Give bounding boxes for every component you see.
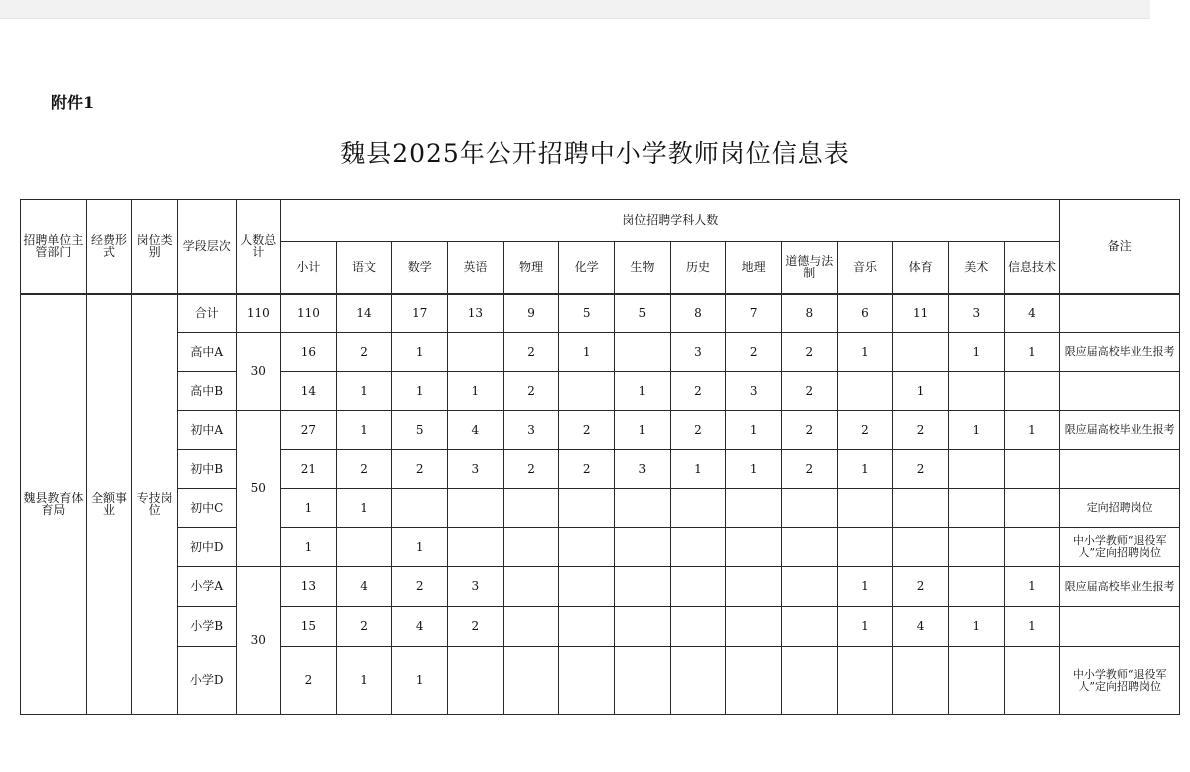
table-row bbox=[21, 607, 1180, 647]
viewer-top-bar bbox=[0, 0, 1150, 19]
subject-count-cell: 2 bbox=[837, 411, 893, 450]
remark-cell bbox=[1060, 372, 1180, 411]
subject-count-cell bbox=[948, 489, 1004, 528]
subject-count-cell bbox=[726, 647, 782, 715]
subject-count-cell: 5 bbox=[392, 411, 448, 450]
level-cell: 小学A bbox=[177, 567, 236, 607]
total-row-value: 11 bbox=[893, 294, 949, 333]
subject-count-cell: 1 bbox=[448, 372, 504, 411]
subject-count-cell: 15 bbox=[281, 607, 337, 647]
total-row-value: 110 bbox=[281, 294, 337, 333]
header-subject: 美术 bbox=[948, 242, 1004, 294]
subject-count-cell: 1 bbox=[392, 528, 448, 567]
subject-count-cell bbox=[503, 647, 559, 715]
subject-count-cell: 1 bbox=[281, 528, 337, 567]
header-post-type: 岗位类别 bbox=[132, 200, 178, 294]
header-remark: 备注 bbox=[1060, 200, 1180, 294]
subject-count-cell: 2 bbox=[392, 450, 448, 489]
level-cell: 高中A bbox=[177, 333, 236, 372]
total-row-value: 6 bbox=[837, 294, 893, 333]
remark-cell bbox=[1060, 450, 1180, 489]
table-row bbox=[21, 450, 1180, 489]
total-row-value: 3 bbox=[948, 294, 1004, 333]
subject-count-cell: 1 bbox=[670, 450, 726, 489]
post-type-cell: 专技岗位 bbox=[132, 294, 178, 715]
subject-count-cell bbox=[448, 333, 504, 372]
subject-count-cell bbox=[615, 647, 671, 715]
subject-count-cell bbox=[1004, 647, 1060, 715]
total-row-value: 17 bbox=[392, 294, 448, 333]
header-subject: 体育 bbox=[893, 242, 949, 294]
subject-count-cell bbox=[893, 333, 949, 372]
subject-count-cell: 3 bbox=[615, 450, 671, 489]
level-cell: 小学D bbox=[177, 647, 236, 715]
subject-count-cell: 3 bbox=[726, 372, 782, 411]
subject-count-cell: 1 bbox=[1004, 607, 1060, 647]
subject-count-cell: 2 bbox=[559, 411, 615, 450]
subject-count-cell bbox=[559, 489, 615, 528]
subject-count-cell: 1 bbox=[726, 450, 782, 489]
subject-count-cell: 1 bbox=[559, 333, 615, 372]
header-funding: 经费形式 bbox=[86, 200, 132, 294]
header-subject: 地理 bbox=[726, 242, 782, 294]
subject-count-cell: 13 bbox=[281, 567, 337, 607]
header-subject: 语文 bbox=[336, 242, 392, 294]
subject-count-cell: 4 bbox=[448, 411, 504, 450]
subject-count-cell: 1 bbox=[948, 333, 1004, 372]
subject-count-cell: 4 bbox=[893, 607, 949, 647]
group-total-cell: 30 bbox=[236, 567, 281, 715]
subject-count-cell: 4 bbox=[336, 567, 392, 607]
subject-count-cell bbox=[559, 528, 615, 567]
subject-count-cell bbox=[559, 647, 615, 715]
remark-cell: 中小学教师“退役军人”定向招聘岗位 bbox=[1060, 647, 1180, 715]
total-row-value: 4 bbox=[1004, 294, 1060, 333]
subject-count-cell: 1 bbox=[948, 411, 1004, 450]
attachment-label: 附件1 bbox=[51, 93, 95, 112]
subject-count-cell: 2 bbox=[670, 411, 726, 450]
subject-count-cell bbox=[893, 647, 949, 715]
subject-count-cell bbox=[670, 567, 726, 607]
subject-count-cell bbox=[336, 528, 392, 567]
subject-count-cell: 1 bbox=[726, 411, 782, 450]
group-total-cell: 30 bbox=[236, 333, 281, 411]
subject-count-cell: 2 bbox=[503, 372, 559, 411]
remark-cell: 定向招聘岗位 bbox=[1060, 489, 1180, 528]
subject-count-cell bbox=[670, 647, 726, 715]
table-row bbox=[21, 528, 1180, 567]
document-title: 魏县2025年公开招聘中小学教师岗位信息表 bbox=[340, 139, 850, 168]
header-subject: 化学 bbox=[559, 242, 615, 294]
table-row bbox=[21, 567, 1180, 607]
subject-count-cell bbox=[503, 489, 559, 528]
subject-count-cell bbox=[893, 489, 949, 528]
subject-count-cell: 2 bbox=[281, 647, 337, 715]
subject-count-cell bbox=[559, 567, 615, 607]
header-subject: 历史 bbox=[670, 242, 726, 294]
total-row-value: 5 bbox=[559, 294, 615, 333]
subject-count-cell bbox=[1004, 528, 1060, 567]
header-subject: 生物 bbox=[615, 242, 671, 294]
subject-count-cell bbox=[948, 567, 1004, 607]
level-cell: 小学B bbox=[177, 607, 236, 647]
subject-count-cell: 1 bbox=[336, 647, 392, 715]
subject-count-cell bbox=[837, 647, 893, 715]
subject-count-cell: 2 bbox=[448, 607, 504, 647]
subject-count-cell bbox=[781, 567, 837, 607]
subject-count-cell bbox=[726, 528, 782, 567]
subject-count-cell bbox=[448, 489, 504, 528]
subject-count-cell bbox=[837, 489, 893, 528]
subject-count-cell: 1 bbox=[336, 411, 392, 450]
subject-count-cell bbox=[948, 647, 1004, 715]
header-subject: 物理 bbox=[503, 242, 559, 294]
subject-count-cell: 3 bbox=[670, 333, 726, 372]
subject-count-cell: 1 bbox=[281, 489, 337, 528]
subject-count-cell: 2 bbox=[781, 372, 837, 411]
total-row-value: 5 bbox=[615, 294, 671, 333]
group-total-cell: 50 bbox=[236, 411, 281, 567]
subject-count-cell bbox=[1004, 489, 1060, 528]
subject-count-cell bbox=[392, 489, 448, 528]
total-row-value: 13 bbox=[448, 294, 504, 333]
header-total: 人数总计 bbox=[236, 200, 281, 294]
subject-count-cell: 1 bbox=[1004, 567, 1060, 607]
total-row-value: 8 bbox=[781, 294, 837, 333]
header-subject: 英语 bbox=[448, 242, 504, 294]
subject-count-cell bbox=[837, 528, 893, 567]
subject-count-cell: 1 bbox=[336, 372, 392, 411]
header-subject-group: 岗位招聘学科人数 bbox=[281, 200, 1060, 242]
subject-count-cell: 2 bbox=[336, 450, 392, 489]
subject-count-cell bbox=[893, 528, 949, 567]
subject-count-cell bbox=[781, 528, 837, 567]
subject-count-cell: 2 bbox=[781, 411, 837, 450]
remark-cell: 限应届高校毕业生报考 bbox=[1060, 411, 1180, 450]
subject-count-cell bbox=[503, 607, 559, 647]
subject-count-cell: 2 bbox=[781, 333, 837, 372]
subject-count-cell: 1 bbox=[1004, 411, 1060, 450]
subject-count-cell: 1 bbox=[837, 567, 893, 607]
subject-count-cell: 1 bbox=[392, 372, 448, 411]
subject-count-cell bbox=[503, 567, 559, 607]
header-subject: 小计 bbox=[281, 242, 337, 294]
header-dept: 招聘单位主管部门 bbox=[21, 200, 87, 294]
subject-count-cell: 1 bbox=[392, 647, 448, 715]
dept-cell: 魏县教育体育局 bbox=[21, 294, 87, 715]
subject-count-cell bbox=[781, 647, 837, 715]
level-cell: 初中A bbox=[177, 411, 236, 450]
total-row-value: 9 bbox=[503, 294, 559, 333]
subject-count-cell: 3 bbox=[503, 411, 559, 450]
level-cell: 初中B bbox=[177, 450, 236, 489]
subject-count-cell: 1 bbox=[837, 607, 893, 647]
level-cell: 初中D bbox=[177, 528, 236, 567]
subject-count-cell bbox=[726, 567, 782, 607]
subject-count-cell bbox=[615, 607, 671, 647]
remark-cell bbox=[1060, 607, 1180, 647]
subject-count-cell: 1 bbox=[336, 489, 392, 528]
subject-count-cell: 16 bbox=[281, 333, 337, 372]
total-row-label: 合计 bbox=[177, 294, 236, 333]
subject-count-cell: 2 bbox=[670, 372, 726, 411]
subject-count-cell: 1 bbox=[893, 372, 949, 411]
subject-count-cell: 2 bbox=[893, 411, 949, 450]
subject-count-cell bbox=[726, 607, 782, 647]
subject-count-cell bbox=[726, 489, 782, 528]
recruitment-table bbox=[20, 199, 1180, 715]
level-cell: 高中B bbox=[177, 372, 236, 411]
subject-count-cell: 3 bbox=[448, 567, 504, 607]
header-subject: 音乐 bbox=[837, 242, 893, 294]
subject-count-cell: 2 bbox=[336, 607, 392, 647]
total-row-value: 14 bbox=[336, 294, 392, 333]
header-level: 学段层次 bbox=[177, 200, 236, 294]
total-row-value: 8 bbox=[670, 294, 726, 333]
table-row bbox=[21, 411, 1180, 450]
header-subject: 信息技术 bbox=[1004, 242, 1060, 294]
subject-count-cell bbox=[559, 372, 615, 411]
subject-count-cell bbox=[781, 607, 837, 647]
subject-count-cell: 2 bbox=[503, 333, 559, 372]
subject-count-cell bbox=[615, 333, 671, 372]
subject-count-cell bbox=[1004, 372, 1060, 411]
subject-count-cell bbox=[503, 528, 559, 567]
subject-count-cell: 2 bbox=[781, 450, 837, 489]
subject-count-cell bbox=[559, 607, 615, 647]
subject-count-cell bbox=[448, 528, 504, 567]
remark-cell bbox=[1060, 294, 1180, 333]
subject-count-cell bbox=[948, 528, 1004, 567]
table-row bbox=[21, 333, 1180, 372]
subject-count-cell bbox=[615, 567, 671, 607]
subject-count-cell: 21 bbox=[281, 450, 337, 489]
subject-count-cell: 2 bbox=[336, 333, 392, 372]
subject-count-cell bbox=[670, 607, 726, 647]
funding-cell: 全额事业 bbox=[86, 294, 132, 715]
subject-count-cell: 1 bbox=[948, 607, 1004, 647]
remark-cell: 中小学教师“退役军人”定向招聘岗位 bbox=[1060, 528, 1180, 567]
subject-count-cell bbox=[448, 647, 504, 715]
table-row bbox=[21, 647, 1180, 715]
subject-count-cell: 1 bbox=[837, 450, 893, 489]
subject-count-cell: 14 bbox=[281, 372, 337, 411]
subject-count-cell: 2 bbox=[726, 333, 782, 372]
remark-cell: 限应届高校毕业生报考 bbox=[1060, 333, 1180, 372]
subject-count-cell: 1 bbox=[615, 372, 671, 411]
table-row bbox=[21, 489, 1180, 528]
subject-count-cell: 2 bbox=[392, 567, 448, 607]
subject-count-cell: 27 bbox=[281, 411, 337, 450]
subject-count-cell bbox=[1004, 450, 1060, 489]
subject-count-cell: 1 bbox=[1004, 333, 1060, 372]
total-row-value: 7 bbox=[726, 294, 782, 333]
subject-count-cell: 4 bbox=[392, 607, 448, 647]
subject-count-cell bbox=[781, 489, 837, 528]
subject-count-cell: 1 bbox=[392, 333, 448, 372]
subject-count-cell bbox=[670, 528, 726, 567]
subject-count-cell: 2 bbox=[893, 567, 949, 607]
subject-count-cell: 3 bbox=[448, 450, 504, 489]
header-subject: 数学 bbox=[392, 242, 448, 294]
subject-count-cell: 1 bbox=[615, 411, 671, 450]
subject-count-cell: 1 bbox=[837, 333, 893, 372]
header-subject: 道德与法制 bbox=[781, 242, 837, 294]
total-row-total: 110 bbox=[236, 294, 281, 333]
subject-count-cell bbox=[948, 450, 1004, 489]
remark-cell: 限应届高校毕业生报考 bbox=[1060, 567, 1180, 607]
subject-count-cell bbox=[670, 489, 726, 528]
table-row bbox=[21, 372, 1180, 411]
subject-count-cell bbox=[837, 372, 893, 411]
subject-count-cell bbox=[615, 489, 671, 528]
level-cell: 初中C bbox=[177, 489, 236, 528]
subject-count-cell: 2 bbox=[559, 450, 615, 489]
subject-count-cell bbox=[615, 528, 671, 567]
subject-count-cell bbox=[948, 372, 1004, 411]
subject-count-cell: 2 bbox=[893, 450, 949, 489]
subject-count-cell: 2 bbox=[503, 450, 559, 489]
